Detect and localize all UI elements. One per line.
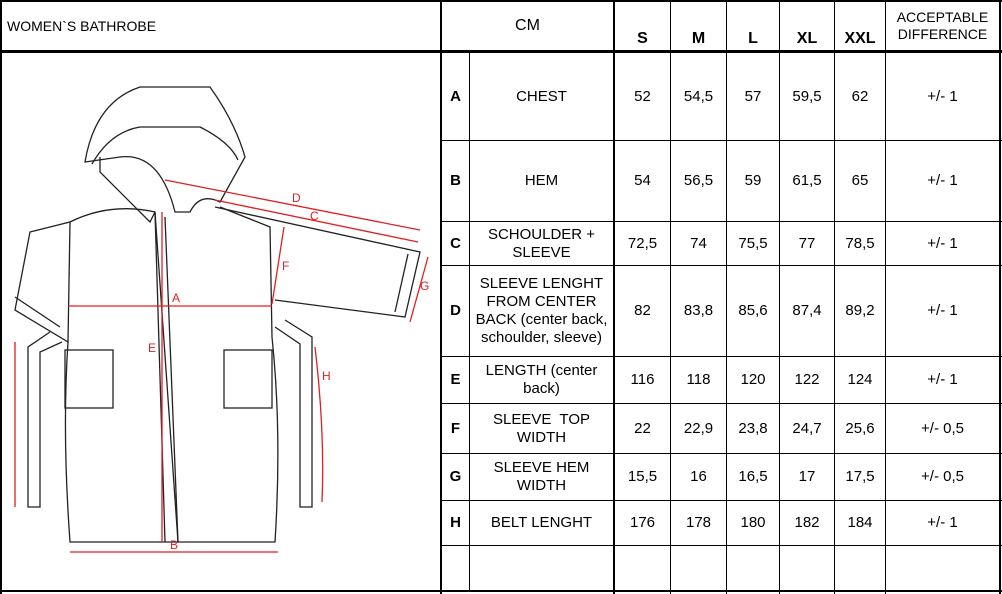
tolerance: +/- 1 (927, 302, 958, 319)
value-l: 16,5 (738, 468, 768, 485)
border-right (999, 0, 1001, 594)
value-xl: 87,4 (792, 302, 822, 319)
size-header-xl: XL (796, 30, 818, 47)
border-bottom (0, 590, 1002, 592)
value-xl: 122 (794, 371, 820, 388)
tolerance: +/- 1 (927, 371, 958, 388)
size-header-xxl: XXL (844, 30, 876, 47)
value-l: 85,6 (738, 302, 768, 319)
row-parameter: BELT LENGHT (490, 514, 593, 531)
value-m: 16 (690, 468, 707, 485)
unit-header: CM (515, 17, 540, 34)
value-m: 54,5 (683, 87, 714, 105)
label-b: B (170, 538, 179, 552)
label-d: D (292, 191, 301, 205)
value-xxl: 184 (847, 514, 873, 531)
tolerance: +/- 0,5 (921, 419, 964, 437)
row-parameter: SLEEVE LENGHT FROM CENTER BACK (center back, schoulder, sleeve) (475, 275, 608, 346)
value-s: 176 (629, 514, 656, 531)
value-l: 23,8 (738, 419, 768, 437)
value-s: 72,5 (627, 234, 658, 252)
value-xxl: 78,5 (845, 234, 875, 252)
value-xl: 24,7 (792, 419, 822, 437)
row-letter: E (450, 371, 461, 388)
value-l: 75,5 (738, 234, 768, 252)
value-xl: 59,5 (792, 87, 822, 105)
value-xl: 182 (794, 514, 820, 531)
value-l: 180 (740, 514, 766, 531)
row-parameter: SCHOULDER + SLEEVE (487, 225, 596, 261)
value-m: 22,9 (683, 419, 714, 437)
measurement-lines (15, 180, 428, 552)
tolerance: +/- 0,5 (921, 468, 964, 485)
row-parameter: HEM (524, 172, 559, 189)
value-l: 59 (744, 172, 762, 189)
value-xxl: 89,2 (845, 302, 875, 319)
value-s: 52 (634, 87, 651, 105)
row-letter: A (450, 87, 461, 105)
value-xxl: 124 (847, 371, 873, 388)
acceptable-difference-header: ACCEPTABLE DIFFERENCE (896, 9, 989, 42)
value-xxl: 25,6 (845, 419, 875, 437)
size-header-s: S (637, 30, 648, 47)
chart-title: WOMEN`S BATHROBE (7, 18, 157, 34)
value-xxl: 17,5 (845, 468, 875, 485)
value-m: 74 (690, 234, 707, 252)
row-parameter: SLEEVE HEM WIDTH (493, 459, 590, 494)
label-c: C (310, 209, 319, 223)
label-h: H (322, 369, 331, 383)
value-s: 15,5 (627, 468, 658, 485)
value-s: 82 (634, 302, 651, 319)
row-sep (440, 545, 1002, 546)
row-parameter: SLEEVE TOP WIDTH (493, 410, 595, 446)
row-letter: F (450, 419, 461, 437)
row-letter: H (450, 514, 461, 531)
row-letter: C (450, 234, 461, 252)
value-m: 83,8 (683, 302, 714, 319)
value-xl: 77 (798, 234, 816, 252)
size-header-l: L (748, 30, 758, 47)
value-m: 118 (686, 371, 711, 388)
value-xxl: 62 (851, 87, 869, 105)
label-g: G (420, 279, 430, 293)
value-l: 120 (740, 371, 766, 388)
tolerance: +/- 1 (927, 172, 958, 189)
tolerance: +/- 1 (927, 514, 958, 531)
value-l: 57 (744, 87, 762, 105)
size-header-m: M (691, 30, 706, 47)
row-parameter: LENGTH (center back) (485, 362, 598, 397)
value-m: 56,5 (683, 172, 714, 189)
value-s: 116 (630, 371, 655, 388)
value-s: 54 (634, 172, 651, 189)
value-xl: 17 (798, 468, 816, 485)
row-letter: D (450, 302, 461, 319)
tolerance: +/- 1 (927, 234, 958, 252)
label-a: A (172, 291, 181, 305)
bathrobe-sketch (0, 52, 440, 590)
label-e: E (148, 341, 157, 355)
garment-outline (15, 87, 420, 542)
row-letter: B (450, 172, 461, 189)
value-s: 22 (634, 419, 651, 437)
value-m: 178 (685, 514, 712, 531)
value-xxl: 65 (851, 172, 869, 189)
row-letter: G (449, 468, 462, 485)
tolerance: +/- 1 (927, 87, 958, 105)
label-f: F (282, 259, 290, 273)
row-parameter: CHEST (516, 87, 567, 105)
value-xl: 61,5 (792, 172, 822, 189)
